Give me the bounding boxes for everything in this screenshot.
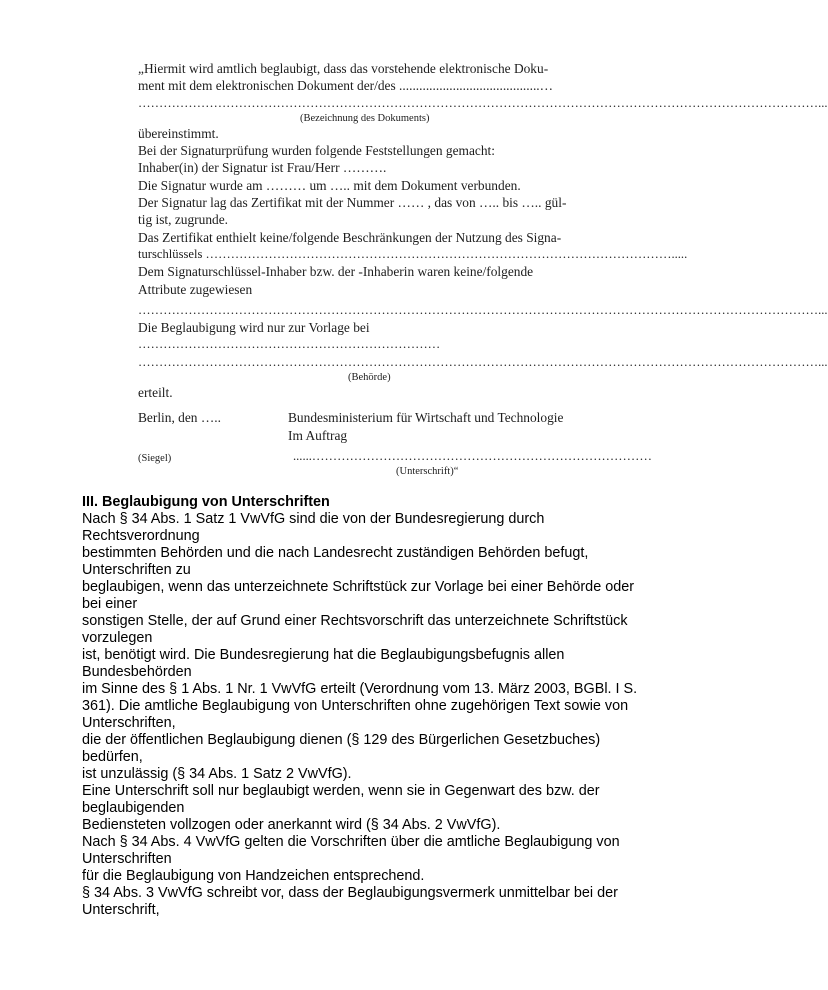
section-heading: III. Beglaubigung von Unterschriften (82, 494, 330, 510)
form-line: erteilt. (138, 385, 173, 401)
form-line: turschlüssels …………………………………………………………………………………………………..... (138, 246, 688, 261)
form-line: Attribute zugewiesen (138, 281, 253, 297)
paragraph-line: ist, benötigt wird. Die Bundesregierung hat die Beglaubigungsbefugnis allen (82, 647, 565, 663)
paragraph-line: für die Beglaubigung von Handzeichen entsprechend. (82, 868, 425, 884)
form-line: ……………………………………………………………… (138, 337, 441, 352)
paragraph-line: beglaubigenden (82, 800, 185, 816)
paragraph-line: bestimmten Behörden und die nach Landesrecht zuständigen Behörden befugt, (82, 545, 589, 561)
form-line: ………………………………………………………………………………………………………………………………………………... (138, 354, 828, 369)
caption-signature: (Unterschrift)“ (396, 466, 459, 478)
paragraph-line: Unterschriften, (82, 715, 176, 731)
paragraph-line: Unterschriften zu (82, 562, 191, 578)
section-iii (82, 494, 642, 919)
seal-label: (Siegel) (138, 452, 172, 464)
paragraph-line: beglaubigen, wenn das unterzeichnete Schriftstück zur Vorlage bei einer Behörde oder (82, 579, 634, 595)
signature-line: ......……………………………………………………………………… (293, 448, 652, 463)
form-line: Dem Signaturschlüssel-Inhaber bzw. der -Inhaberin waren keine/folgende (138, 264, 534, 280)
form-line: Der Signatur lag das Zertifikat mit der Nummer …… , das von ….. bis ….. gül- (138, 195, 567, 211)
paragraph-line: im Sinne des § 1 Abs. 1 Nr. 1 VwVfG erteilt (Verordnung vom 13. März 2003, BGBl. I S. (82, 681, 638, 697)
paragraph-line: Nach § 34 Abs. 4 VwVfG gelten die Vorschriften über die amtliche Beglaubigung von (82, 834, 620, 850)
paragraph-line: Unterschrift, (82, 902, 160, 918)
form-line: Die Signatur wurde am ……… um ….. mit dem Dokument verbunden. (138, 177, 521, 193)
paragraph-line: Bediensteten vollzogen oder anerkannt wird (§ 34 Abs. 2 VwVfG). (82, 817, 501, 833)
paragraph-line: bedürfen, (82, 749, 143, 765)
form-line: tig ist, zugrunde. (138, 212, 229, 228)
paragraph-line: Nach § 34 Abs. 1 Satz 1 VwVfG sind die von der Bundesregierung durch (82, 511, 545, 527)
im-auftrag: Im Auftrag (288, 427, 348, 443)
form-excerpt (138, 60, 828, 478)
form-line: ………………………………………………………………………………………………………………………………………………... (138, 95, 828, 110)
paragraph-line: sonstigen Stelle, der auf Grund einer Rechtsvorschrift das unterzeichnete Schriftstück (82, 613, 628, 629)
form-line: Bei der Signaturprüfung wurden folgende Feststellungen gemacht: (138, 143, 495, 159)
paragraph-line: Rechtsverordnung (82, 528, 200, 544)
signature-block-row (138, 409, 608, 426)
ministry-name: Bundesministerium für Wirtschaft und Technologie (288, 410, 564, 426)
paragraph-line: ist unzulässig (§ 34 Abs. 1 Satz 2 VwVfG). (82, 766, 352, 782)
form-line: Das Zertifikat enthielt keine/folgende Beschränkungen der Nutzung des Signa- (138, 229, 562, 245)
form-line: Die Beglaubigung wird nur zur Vorlage bei (138, 320, 370, 336)
paragraph-line: Bundesbehörden (82, 664, 192, 680)
place-date: Berlin, den ….. (138, 410, 221, 426)
paragraph-line: die der öffentlichen Beglaubigung dienen (§ 129 des Bürgerlichen Gesetzbuches) (82, 732, 601, 748)
paragraph-line: Unterschriften (82, 851, 172, 867)
form-line: ………………………………………………………………………………………………………………………………………………... (138, 302, 828, 317)
signature-block-row (138, 448, 652, 465)
caption-document: (Bezeichnung des Dokuments) (300, 112, 430, 124)
signature-block-row (138, 427, 608, 444)
form-line: „Hiermit wird amtlich beglaubigt, dass das vorstehende elektronische Doku- (138, 61, 549, 76)
paragraph-line: 361). Die amtliche Beglaubigung von Unterschriften ohne zugehörigen Text sowie von (82, 698, 629, 714)
form-line: übereinstimmt. (138, 125, 219, 141)
paragraph-line: bei einer (82, 596, 138, 612)
paragraph-line: § 34 Abs. 3 VwVfG schreibt vor, dass der Beglaubigungsvermerk unmittelbar bei der (82, 885, 618, 901)
caption-authority: (Behörde) (348, 372, 391, 384)
paragraph-line: Eine Unterschrift soll nur beglaubigt werden, wenn sie in Gegenwart des bzw. der (82, 783, 600, 799)
form-line: Inhaber(in) der Signatur ist Frau/Herr ………. (138, 160, 387, 176)
form-line: ment mit dem elektronischen Dokument der/des ..........................................… (138, 78, 554, 94)
paragraph-line: vorzulegen (82, 630, 153, 646)
